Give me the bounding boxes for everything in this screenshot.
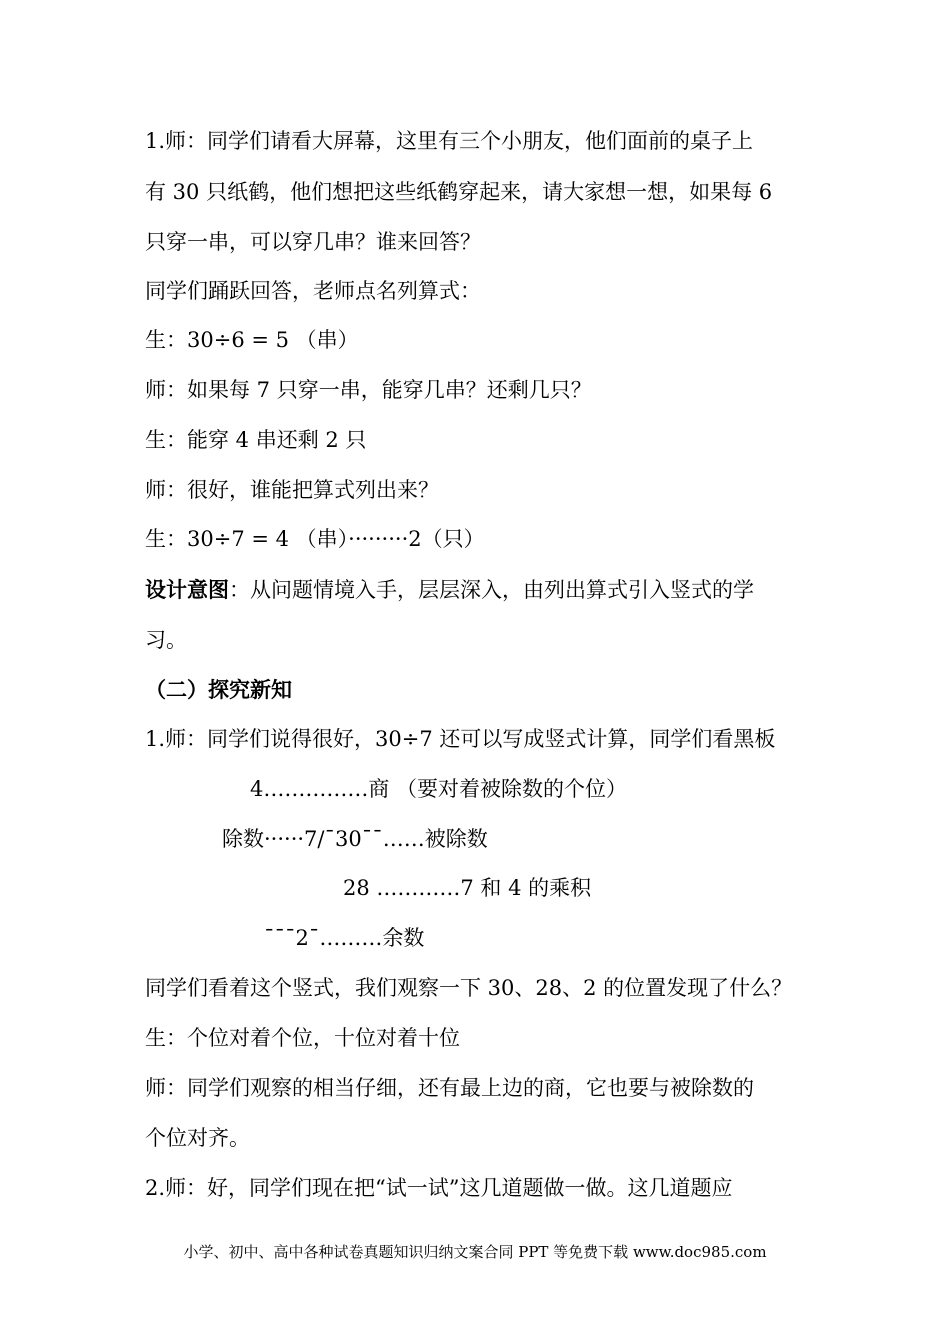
- section2-student-line: 生：个位对着个位，十位对着十位: [145, 1026, 460, 1050]
- paragraph-intro-line-1: 1.师：同学们请看大屏幕，这里有三个小朋友，他们面前的桌子上: [145, 129, 754, 153]
- long-division-remainder: ¯¯¯2¯………余数: [264, 926, 425, 950]
- design-intent-label: 设计意图: [145, 577, 229, 602]
- section2-paragraph-3: 2.师：好，同学们现在把“试一试”这几道题做一做。这几道题应: [145, 1176, 733, 1200]
- teacher-line-2: 师：很好，谁能把算式列出来？: [145, 478, 439, 502]
- design-intent-line-2: 习。: [145, 628, 187, 652]
- long-division-product: 28 …………7 和 4 的乘积: [343, 876, 592, 900]
- section2-paragraph-2: 同学们看着这个竖式，我们观察一下 30、28、2 的位置发现了什么？: [145, 976, 793, 1000]
- paragraph-intro-line-3: 只穿一串，可以穿几串？谁来回答？: [145, 230, 481, 254]
- student-line-2: 生：能穿 4 串还剩 2 只: [145, 428, 367, 452]
- paragraph-students-answer: 同学们踊跃回答，老师点名列算式：: [145, 279, 481, 303]
- section2-teacher-line-2: 个位对齐。: [145, 1126, 250, 1150]
- section2-paragraph-1: 1.师：同学们说得很好，30÷7 还可以写成竖式计算，同学们看黑板: [145, 727, 776, 751]
- student-line-1: 生：30÷6 = 5 （串）: [145, 328, 359, 352]
- long-division-quotient: 4……………商 （要对着被除数的个位）: [250, 777, 628, 801]
- teacher-line-1: 师：如果每 7 只穿一串，能穿几串？还剩几只？: [145, 378, 592, 402]
- design-intent-line-1: [145, 575, 754, 605]
- design-intent-text: ：从问题情境入手，层层深入，由列出算式引入竖式的学: [229, 578, 754, 602]
- long-division-divisor: 除数······7/¯30¯¯……被除数: [222, 827, 488, 851]
- paragraph-intro-line-2: 有 30 只纸鹤，他们想把这些纸鹤穿起来，请大家想一想，如果每 6: [145, 180, 773, 204]
- student-line-3: 生：30÷7 = 4 （串）·········2（只）: [145, 527, 485, 551]
- section-heading: （二）探究新知: [145, 677, 292, 702]
- page-footer: 小学、初中、高中各种试卷真题知识归纳文案合同 PPT 等免费下载 www.doc985.com: [183, 1243, 767, 1261]
- section2-teacher-line-1: 师：同学们观察的相当仔细，还有最上边的商，它也要与被除数的: [145, 1076, 754, 1100]
